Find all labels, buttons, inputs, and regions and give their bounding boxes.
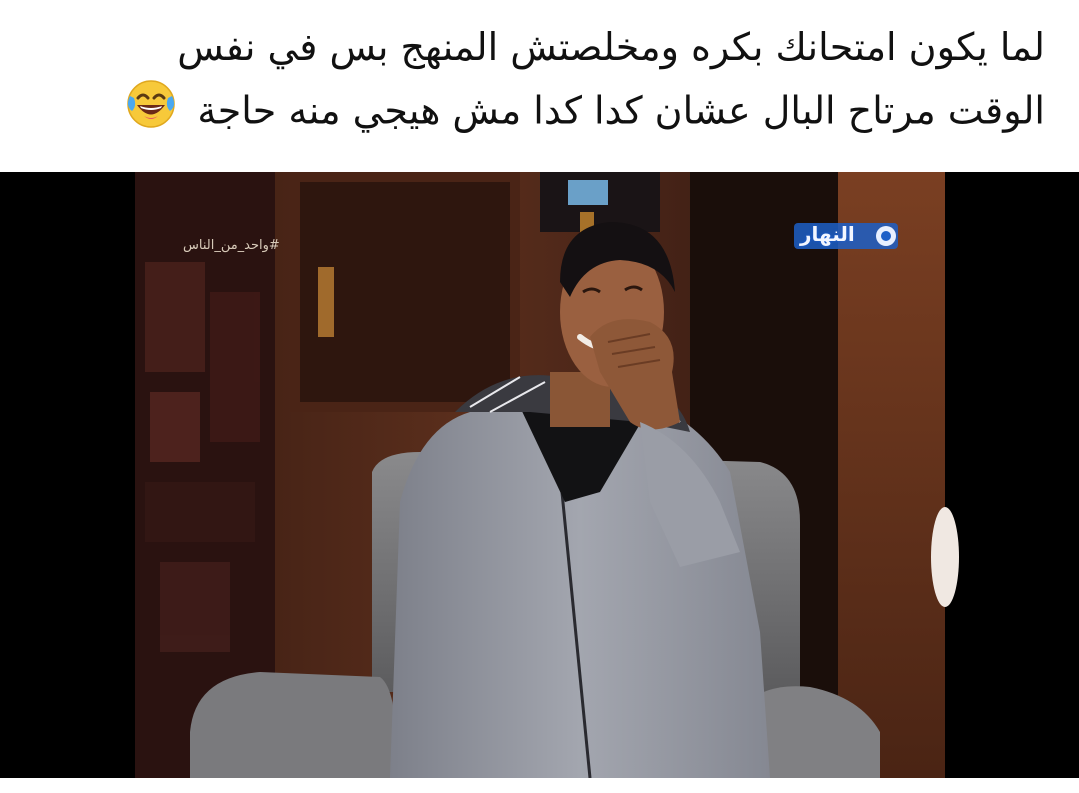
channel-logo-text: النهار — [800, 222, 855, 246]
caption-line-2 — [45, 78, 1045, 148]
tv-scene — [0, 172, 1079, 778]
channel-logo — [794, 219, 898, 253]
program-hashtag: #واحد_من_الناس — [183, 238, 280, 253]
caption-line-1: لما يكون امتحانك بكره ومخلصتش المنهج بس في نفس — [177, 25, 1045, 69]
caption-area — [0, 0, 1079, 172]
armchair-left-arm — [190, 672, 396, 778]
tv-screenshot — [0, 172, 1079, 778]
caption-line-2-text: الوقت مرتاح البال عشان كدا كدا مش هيجي منه حاجة — [197, 88, 1045, 133]
laughing-tears-emoji-icon — [125, 78, 177, 148]
bottom-margin — [0, 778, 1079, 793]
meme-caption — [45, 16, 1045, 148]
right-wall — [838, 172, 945, 778]
